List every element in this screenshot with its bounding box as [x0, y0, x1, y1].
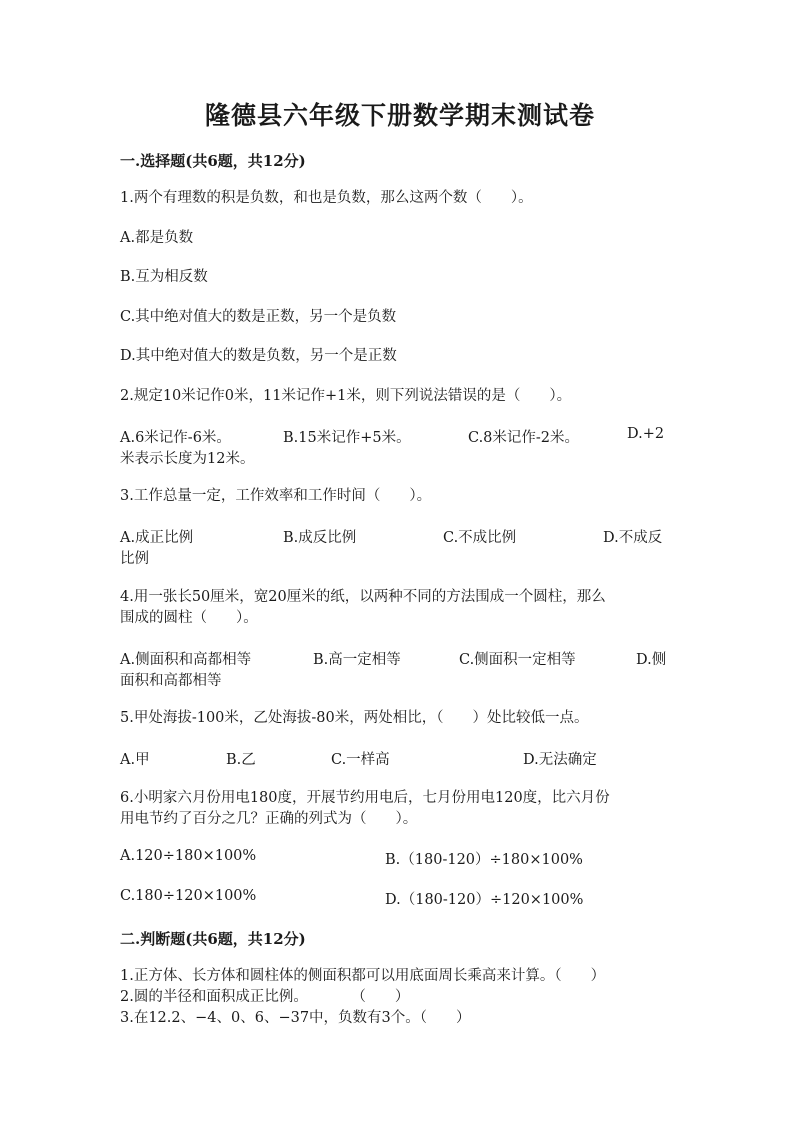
question-1-text: 1.两个有理数的积是负数，和也是负数，那么这两个数（ ）。: [120, 190, 533, 206]
question-1-option-d: D.其中绝对值大的数是负数，另一个是正数: [120, 348, 397, 364]
question-3-option-d-continued: 比例: [120, 551, 149, 567]
question-4-option-c: C.侧面积一定相等: [459, 652, 576, 668]
question-5-option-c: C.一样高: [331, 752, 390, 768]
question-2-option-a: A.6米记作-6米。: [120, 430, 231, 446]
question-4-text-line-1: 4.用一张长50厘米，宽20厘米的纸，以两种不同的方法围成一个圆柱，那么: [120, 589, 606, 605]
question-4-option-a: A.侧面积和高都相等: [120, 652, 252, 668]
question-4-option-d: D.侧: [636, 652, 667, 668]
judgment-item-2: 2.圆的半径和面积成正比例。 （ ）: [120, 989, 410, 1005]
exam-title: 隆德县六年级下册数学期末测试卷: [204, 101, 595, 130]
question-5-option-d: D.无法确定: [523, 752, 597, 768]
question-2-option-d-continued: 米表示长度为12米。: [120, 451, 255, 467]
question-6-text-line-2: 用电节约了百分之几？正确的列式为（ ）。: [120, 811, 418, 827]
question-5-option-a: A.甲: [120, 752, 150, 768]
section-heading-choice: 一.选择题(共6题，共12分): [120, 152, 306, 170]
question-2-option-d: D.+2: [627, 426, 665, 442]
question-2-option-b: B.15米记作+5米。: [283, 430, 411, 446]
judgment-item-1: 1.正方体、长方体和圆柱体的侧面积都可以用底面周长乘高来计算。（ ）: [120, 968, 606, 984]
question-6-option-c: C.180÷120×100%: [120, 888, 257, 904]
question-4-option-d-continued: 面积和高都相等: [120, 673, 222, 689]
question-1-option-c: C.其中绝对值大的数是正数，另一个是负数: [120, 309, 397, 325]
question-4-option-b: B.高一定相等: [313, 652, 401, 668]
judgment-item-3: 3.在12.2、−4、0、6、−37中，负数有3个。（ ）: [120, 1010, 471, 1026]
question-1-option-a: A.都是负数: [120, 230, 194, 246]
section-heading-true-false: 二.判断题(共6题，共12分): [120, 930, 306, 948]
question-5-text: 5.甲处海拔-100米，乙处海拔-80米，两处相比，（ ）处比较低一点。: [120, 710, 589, 726]
question-4-text-line-2: 围成的圆柱（ ）。: [120, 610, 258, 626]
question-6-text-line-1: 6.小明家六月份用电180度，开展节约用电后，七月份用电120度，比六月份: [120, 790, 610, 806]
question-3-option-d: D.不成反: [603, 530, 663, 546]
question-3-option-b: B.成反比例: [283, 530, 357, 546]
question-2-text: 2.规定10米记作0米，11米记作+1米，则下列说法错误的是（ ）。: [120, 388, 572, 404]
question-6-option-a: A.120÷180×100%: [120, 848, 257, 864]
question-6-option-b: B.（180-120）÷180×100%: [385, 852, 583, 868]
question-1-option-b: B.互为相反数: [120, 269, 208, 285]
question-6-option-d: D.（180-120）÷120×100%: [385, 892, 584, 908]
question-3-text: 3.工作总量一定，工作效率和工作时间（ ）。: [120, 488, 432, 504]
question-5-option-b: B.乙: [226, 752, 256, 768]
question-2-option-c: C.8米记作-2米。: [468, 430, 580, 446]
question-3-option-a: A.成正比例: [120, 530, 194, 546]
question-3-option-c: C.不成比例: [443, 530, 517, 546]
